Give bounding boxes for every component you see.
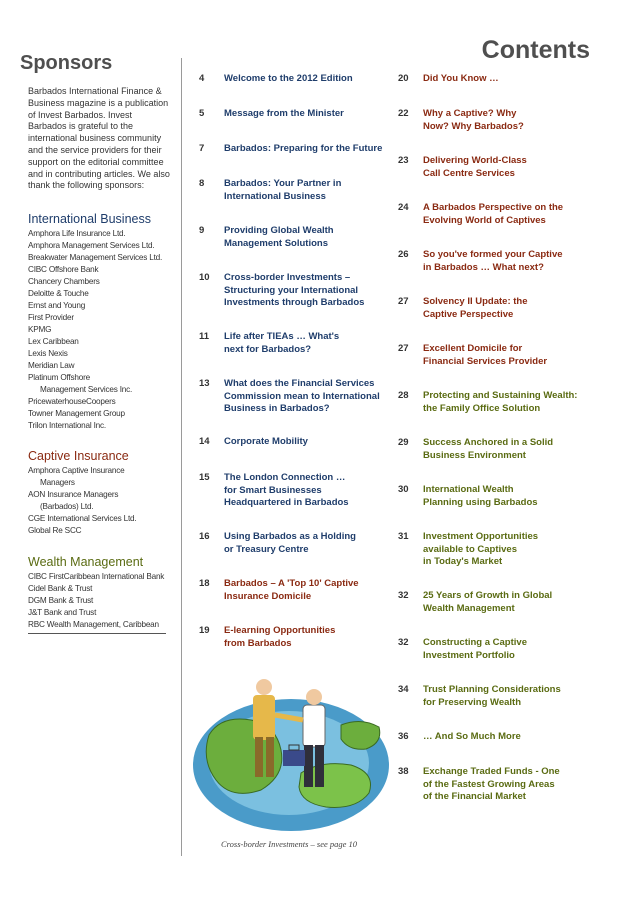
- toc-entry[interactable]: [398, 343, 547, 368]
- sponsor-name: DGM Bank & Trust: [28, 596, 94, 605]
- toc-entry[interactable]: [398, 296, 528, 321]
- toc-entry[interactable]: [398, 73, 499, 86]
- toc-entry[interactable]: [199, 272, 364, 310]
- sponsor-group: [28, 212, 178, 432]
- toc-page-number: 26: [398, 249, 409, 260]
- sponsor-name: Lexis Nexis: [28, 349, 68, 358]
- sponsor-name: First Provider: [28, 313, 74, 322]
- sponsor-name: CIBC FirstCaribbean International Bank: [28, 572, 165, 581]
- sponsor-name: Towner Management Group: [28, 409, 125, 418]
- toc-entry[interactable]: [398, 684, 561, 709]
- sponsor-group-title: Wealth Management: [28, 555, 144, 569]
- toc-page-number: 14: [199, 436, 210, 447]
- toc-page-number: 31: [398, 531, 409, 542]
- toc-entry[interactable]: [398, 202, 563, 227]
- toc-entry[interactable]: [199, 578, 359, 603]
- sponsor-name: Amphora Management Services Ltd.: [28, 241, 155, 250]
- toc-entry[interactable]: [199, 378, 380, 416]
- toc-entry-title: Providing Global Wealth Management Solutions: [224, 225, 334, 249]
- sponsor-name: Trilon International Inc.: [28, 421, 106, 430]
- column-divider: [181, 58, 182, 856]
- toc-entry-title: The London Connection … for Smart Businesses Headquartered in Barbados: [224, 472, 349, 508]
- toc-entry[interactable]: [398, 155, 527, 180]
- sponsor-name: J&T Bank and Trust: [28, 608, 97, 617]
- toc-page-number: 34: [398, 684, 409, 695]
- sponsor-name: Ernst and Young: [28, 301, 86, 310]
- toc-entry-title: … And So Much More: [423, 731, 521, 742]
- toc-entry-title: Delivering World-Class Call Centre Services: [423, 155, 527, 179]
- sponsor-name: Amphora Captive Insurance: [28, 466, 125, 475]
- toc-entry-title: Excellent Domicile for Financial Services Provider: [423, 343, 548, 367]
- toc-entry[interactable]: [398, 249, 563, 274]
- toc-entry[interactable]: [398, 766, 560, 804]
- sponsor-name: Chancery Chambers: [28, 277, 100, 286]
- toc-entry-title: 25 Years of Growth in Global Wealth Management: [423, 590, 553, 614]
- toc-entry-title: Using Barbados as a Holding or Treasury Centre: [224, 531, 356, 555]
- toc-page-number: 4: [199, 73, 205, 84]
- toc-page-number: 16: [199, 531, 210, 542]
- toc-entry-title: Why a Captive? Why Now? Why Barbados?: [423, 108, 524, 132]
- sponsor-name: Global Re SCC: [28, 526, 82, 535]
- sponsor-name: Platinum Offshore: [28, 373, 90, 382]
- toc-entry[interactable]: [199, 531, 356, 556]
- toc-entry[interactable]: [398, 531, 538, 569]
- toc-entry-title: A Barbados Perspective on the Evolving World of Captives: [423, 202, 564, 226]
- toc-page-number: 28: [398, 390, 409, 401]
- sponsors-divider: [28, 633, 166, 634]
- toc-entry-title: Corporate Mobility: [224, 436, 308, 447]
- illustration-caption: Cross-border Investments – see page 10: [221, 839, 358, 849]
- sponsor-group-title: International Business: [28, 212, 151, 226]
- sponsor-name: Meridian Law: [28, 361, 75, 370]
- toc-page-number: 38: [398, 766, 409, 777]
- sponsor-name: (Barbados) Ltd.: [40, 502, 94, 511]
- handshake-map-illustration: [191, 665, 396, 833]
- toc-entry-title: Investment Opportunities available to Captives in Today's Market: [423, 531, 539, 567]
- sponsor-group: [28, 449, 178, 537]
- toc-entry[interactable]: [398, 484, 538, 509]
- toc-page-number: 13: [199, 378, 210, 389]
- toc-page-number: 9: [199, 225, 205, 236]
- sponsor-group: [28, 555, 178, 631]
- toc-entry-title: What does the Financial Services Commission mean to International Business in Barbados?: [224, 378, 380, 414]
- sponsor-name: Managers: [40, 478, 75, 487]
- toc-entry-title: Exchange Traded Funds - One of the Fastest Growing Areas of the Financial Market: [423, 766, 560, 802]
- toc-entry-title: Did You Know …: [423, 73, 499, 84]
- toc-entry-title: Constructing a Captive Investment Portfolio: [423, 637, 527, 661]
- toc-page-number: 24: [398, 202, 409, 213]
- toc-page-number: 29: [398, 437, 409, 448]
- toc-page-number: 7: [199, 143, 205, 154]
- toc-entry[interactable]: [398, 108, 524, 133]
- toc-entry[interactable]: [199, 472, 349, 510]
- toc-entry-title: Protecting and Sustaining Wealth: the Family Office Solution: [423, 390, 578, 414]
- toc-page-number: 19: [199, 625, 210, 636]
- toc-page-number: 27: [398, 296, 409, 307]
- toc-entry-title: Success Anchored in a Solid Business Environment: [423, 437, 554, 461]
- toc-entry[interactable]: [199, 225, 334, 250]
- toc-entry-title: Life after TIEAs … What's next for Barbados?: [224, 331, 340, 355]
- toc-entry-title: Barbados: Your Partner in International Business: [224, 178, 342, 202]
- toc-entry-title: International Wealth Planning using Barbados: [423, 484, 538, 508]
- sponsor-name: Breakwater Management Services Ltd.: [28, 253, 163, 262]
- toc-entry-title: Solvency II Update: the Captive Perspective: [423, 296, 528, 320]
- toc-page-number: 15: [199, 472, 210, 483]
- sponsor-name: PricewaterhouseCoopers: [28, 397, 116, 406]
- toc-page-number: 20: [398, 73, 409, 84]
- toc-entry[interactable]: [398, 590, 552, 615]
- toc-page-number: 27: [398, 343, 409, 354]
- toc-page-number: 23: [398, 155, 409, 166]
- toc-entry[interactable]: [199, 73, 353, 86]
- toc-entry[interactable]: [398, 437, 553, 462]
- toc-page-number: 10: [199, 272, 210, 283]
- toc-entry-title: E-learning Opportunities from Barbados: [224, 625, 336, 649]
- toc-page-number: 5: [199, 108, 205, 119]
- toc-page-number: 22: [398, 108, 409, 119]
- toc-page-number: 30: [398, 484, 409, 495]
- sponsors-title: Sponsors: [20, 52, 113, 74]
- toc-entry[interactable]: [398, 390, 577, 415]
- toc-page-number: 32: [398, 637, 409, 648]
- sponsor-name: Management Services Inc.: [40, 385, 133, 394]
- sponsors-intro: Barbados International Finance & Business magazine is a publication of Invest Barbados. Invest Barbados is grateful to the international business community and the service providers for their support on the editorial committee and in contributing articles. We also thank the following sponsors:: [28, 86, 170, 191]
- toc-page-number: 32: [398, 590, 409, 601]
- toc-entry-title: Message from the Minister: [224, 108, 344, 119]
- toc-entry-title: Welcome to the 2012 Edition: [224, 73, 353, 84]
- toc-page-number: 36: [398, 731, 409, 742]
- sponsor-name: AON Insurance Managers: [28, 490, 119, 499]
- toc-entry[interactable]: [199, 178, 341, 203]
- toc-page-number: 8: [199, 178, 205, 189]
- toc-entry-title: Cross-border Investments – Structuring your International Investments through Barbados: [224, 272, 365, 308]
- toc-entry-title: Barbados – A 'Top 10' Captive Insurance Domicile: [224, 578, 359, 602]
- toc-entry[interactable]: [199, 436, 308, 449]
- sponsor-name: Cidel Bank & Trust: [28, 584, 93, 593]
- toc-entry[interactable]: [398, 731, 521, 744]
- sponsor-name: KPMG: [28, 325, 52, 334]
- sponsor-name: Lex Caribbean: [28, 337, 79, 346]
- sponsor-name: Deloitte & Touche: [28, 289, 89, 298]
- sponsor-name: Amphora Life Insurance Ltd.: [28, 229, 126, 238]
- sponsor-name: CGE International Services Ltd.: [28, 514, 137, 523]
- toc-entry[interactable]: [199, 108, 344, 121]
- toc-entry[interactable]: [199, 625, 335, 650]
- toc-entry-title: So you've formed your Captive in Barbados … What next?: [423, 249, 563, 273]
- page-title: Contents: [481, 36, 590, 64]
- sponsor-name: RBC Wealth Management, Caribbean: [28, 620, 159, 629]
- toc-page-number: 11: [199, 331, 210, 342]
- toc-entry[interactable]: [199, 331, 339, 356]
- sponsor-group-title: Captive Insurance: [28, 449, 129, 463]
- toc-entry[interactable]: [398, 637, 527, 662]
- toc-entry-title: Barbados: Preparing for the Future: [224, 143, 383, 154]
- toc-page-number: 18: [199, 578, 210, 589]
- sponsor-name: CIBC Offshore Bank: [28, 265, 99, 274]
- toc-entry-title: Trust Planning Considerations for Preserving Wealth: [423, 684, 561, 708]
- toc-entry[interactable]: [199, 143, 382, 156]
